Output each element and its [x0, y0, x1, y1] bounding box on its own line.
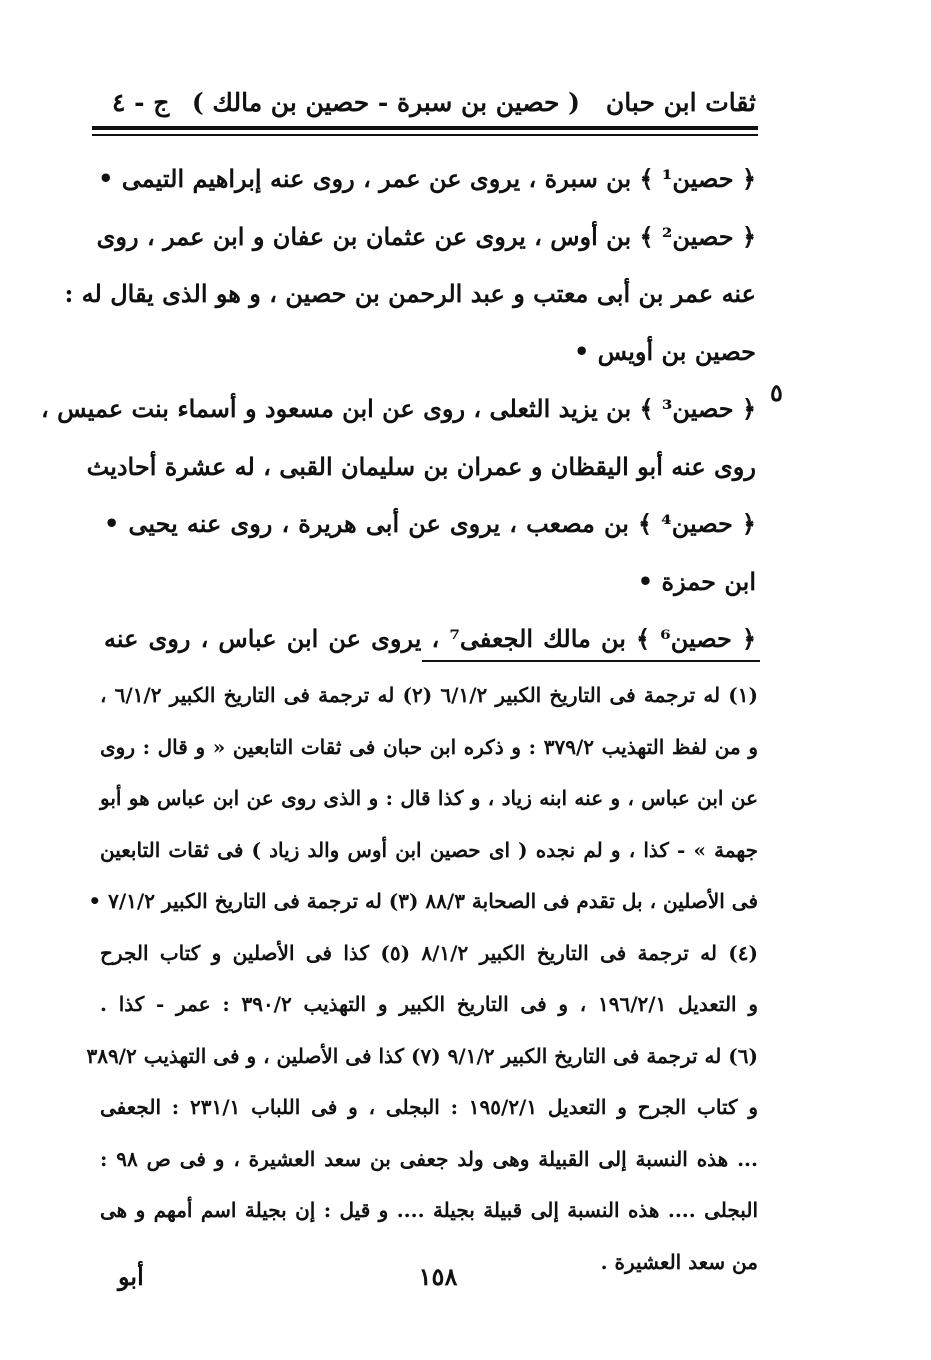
- footnote-line: ... هذه النسبة إلى القبيلة وهى ولد جعفى بن سعد العشيرة ، و فى ص ٩٨ :: [100, 1146, 758, 1171]
- book-title: ثقات ابن حبان: [605, 88, 756, 117]
- footnote-line: من سعد العشيرة .: [600, 1249, 758, 1274]
- footnote-line: (٤) له ترجمة فى التاريخ الكبير ٨/١/٢ (٥) كذا فى الأصلين و كتاب الجرح: [100, 940, 758, 965]
- page-number: ١٥٨: [418, 1262, 458, 1291]
- line-number-marker: ٥: [770, 378, 783, 407]
- footnote-line: (١) له ترجمة فى التاريخ الكبير ٦/١/٢ (٢) له ترجمة فى التاريخ الكبير ٦/١/٢ ،: [100, 683, 758, 707]
- footnote-line: (٦) له ترجمة فى التاريخ الكبير ٩/١/٢ (٧) كذا فى الأصلين ، و فى التهذيب ٣٨٩/٢: [86, 1043, 758, 1068]
- footnote-line: و كتاب الجرح و التعديل ١٩٥/٢/١ : البجلى ، و فى اللباب ٢٣١/١ : الجعفى: [100, 1095, 758, 1119]
- footnote-line: جهمة » - كذا ، و لم نجده ( اى حصين ابن أوس والد زياد ) فى ثقات التابعين: [100, 837, 758, 862]
- footnote-line: فى الأصلين ، بل تقدم فى الصحابة ٨٨/٣ (٣) له ترجمة فى التاريخ الكبير ٧/١/٢ •: [88, 889, 758, 913]
- text-line: ﴿ حصين⁴ ﴾ بن مصعب ، يروى عن أبى هريرة ، روى عنه يحيى •: [104, 509, 756, 538]
- footnote-line: البجلى .... هذه النسبة إلى قبيلة بجيلة .... و قيل : إن بجيلة اسم أمهم و هى: [100, 1198, 758, 1222]
- text-line: ﴿ حصين³ ﴾ بن يزيد الثعلى ، روى عن ابن مسعود و أسماء بنت عميس ،: [41, 394, 756, 423]
- catchword: أبو: [118, 1262, 144, 1291]
- page-topic: ( حصين بن سبرة - حصين بن مالك ): [191, 88, 580, 117]
- text-line: حصين بن أويس •: [573, 336, 756, 366]
- volume-number: ج - ٤: [112, 88, 170, 117]
- footnote-line: و التعديل ١٩٦/٢/١ ، و فى التاريخ الكبير و التهذيب ٣٩٠/٢ : عمر - كذا .: [100, 992, 758, 1016]
- text-line: روى عنه أبو اليقظان و عمران بن سليمان القبى ، له عشرة أحاديث: [86, 451, 756, 481]
- text-line: ابن حمزة •: [637, 566, 756, 596]
- footnotes: [86, 670, 759, 1288]
- footnote-separator: [422, 660, 760, 662]
- text-line: عنه عمر بن أبى معتب و عبد الرحمن بن حصين ، و هو الذى يقال له :: [64, 279, 756, 308]
- header-rule-thick: [92, 126, 758, 130]
- text-line: ﴿ حصين⁶ ﴾ بن مالك الجعفى⁷ ، يروى عن ابن عباس ، روى عنه: [104, 624, 757, 653]
- main-text: [41, 150, 757, 668]
- text-line: ﴿ حصين² ﴾ بن أوس ، يروى عن عثمان بن عفان و ابن عمر ، روى: [96, 221, 756, 251]
- footnote-line: و من لفظ التهذيب ٣٧٩/٢ : و ذكره ابن حبان فى ثقات التابعين « و قال : روى: [100, 734, 758, 759]
- header-rule-thin: [92, 134, 758, 136]
- running-header: [92, 70, 756, 130]
- text-line: ﴿ حصين¹ ﴾ بن سبرة ، يروى عن عمر ، روى عنه إبراهيم التيمى •: [98, 164, 756, 193]
- footnote-line: عن ابن عباس ، و عنه ابنه زياد ، و كذا قال : و الذى روى عن ابن عباس هو أبو: [100, 786, 759, 810]
